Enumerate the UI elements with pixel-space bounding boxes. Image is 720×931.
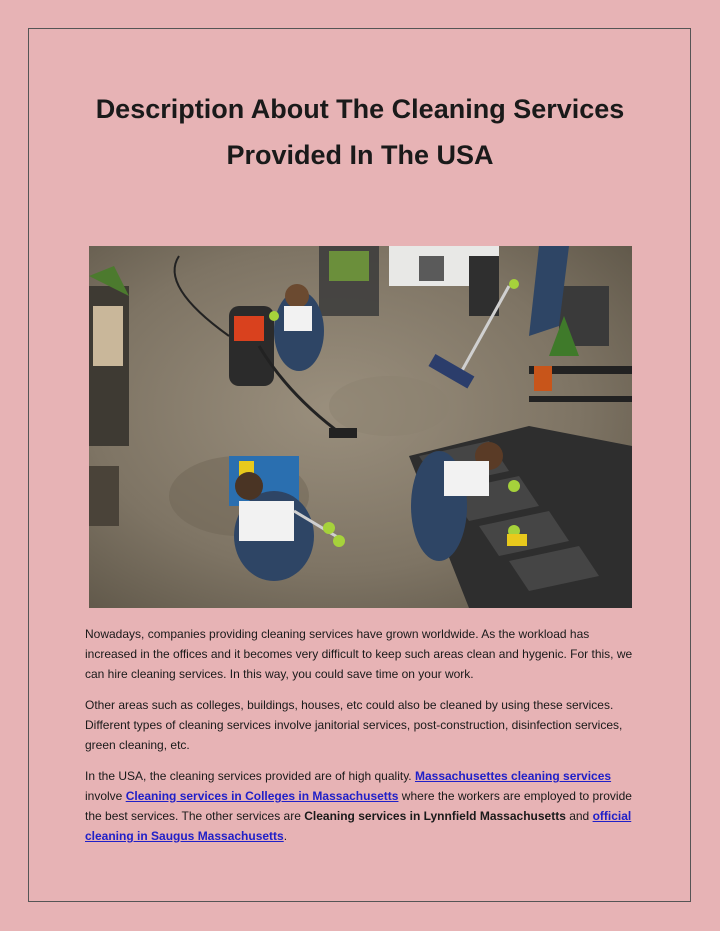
link-official-cleaning-saugus[interactable]: official cleaning in Saugus Massachusetts [85, 809, 632, 843]
paragraph-3-text-d: and [565, 809, 593, 823]
bold-lynnfield-services: Cleaning services in Lynnfield Massachusetts [304, 809, 566, 823]
paragraph-3-text-a: In the USA, the cleaning services provided are of high quality. [85, 769, 415, 783]
page-title [60, 86, 660, 178]
title-line-1: Description About The Cleaning Services [95, 94, 625, 124]
article-body [85, 624, 640, 857]
cleaning-crew-photo [89, 246, 632, 608]
paragraph-3 [85, 766, 640, 846]
paragraph-3-text-c: where the workers are employed to provide the best services. The other services are [85, 789, 632, 823]
link-cleaning-services-colleges[interactable]: Cleaning services in Colleges in Massachusetts [125, 789, 399, 803]
title-line-2: Provided In The USA [226, 140, 494, 170]
paragraph-3-text-e: . [283, 829, 288, 843]
paragraph-3-text-b: involve [85, 789, 126, 803]
paragraph-1: Nowadays, companies providing cleaning services have grown worldwide. As the workload has increased in the offices and it becomes very difficult to keep such areas clean and hygenic. For this, we can hire cleaning services. In this way, you could save time on your work. [85, 627, 633, 681]
paragraph-2: Other areas such as colleges, buildings, houses, etc could also be cleaned by using these services. Different types of cleaning services involve janitorial services, post-construction, disinfection services, green cleaning, etc. [85, 698, 623, 752]
link-massachusettes-cleaning-services[interactable]: Massachusettes cleaning services [414, 769, 612, 783]
